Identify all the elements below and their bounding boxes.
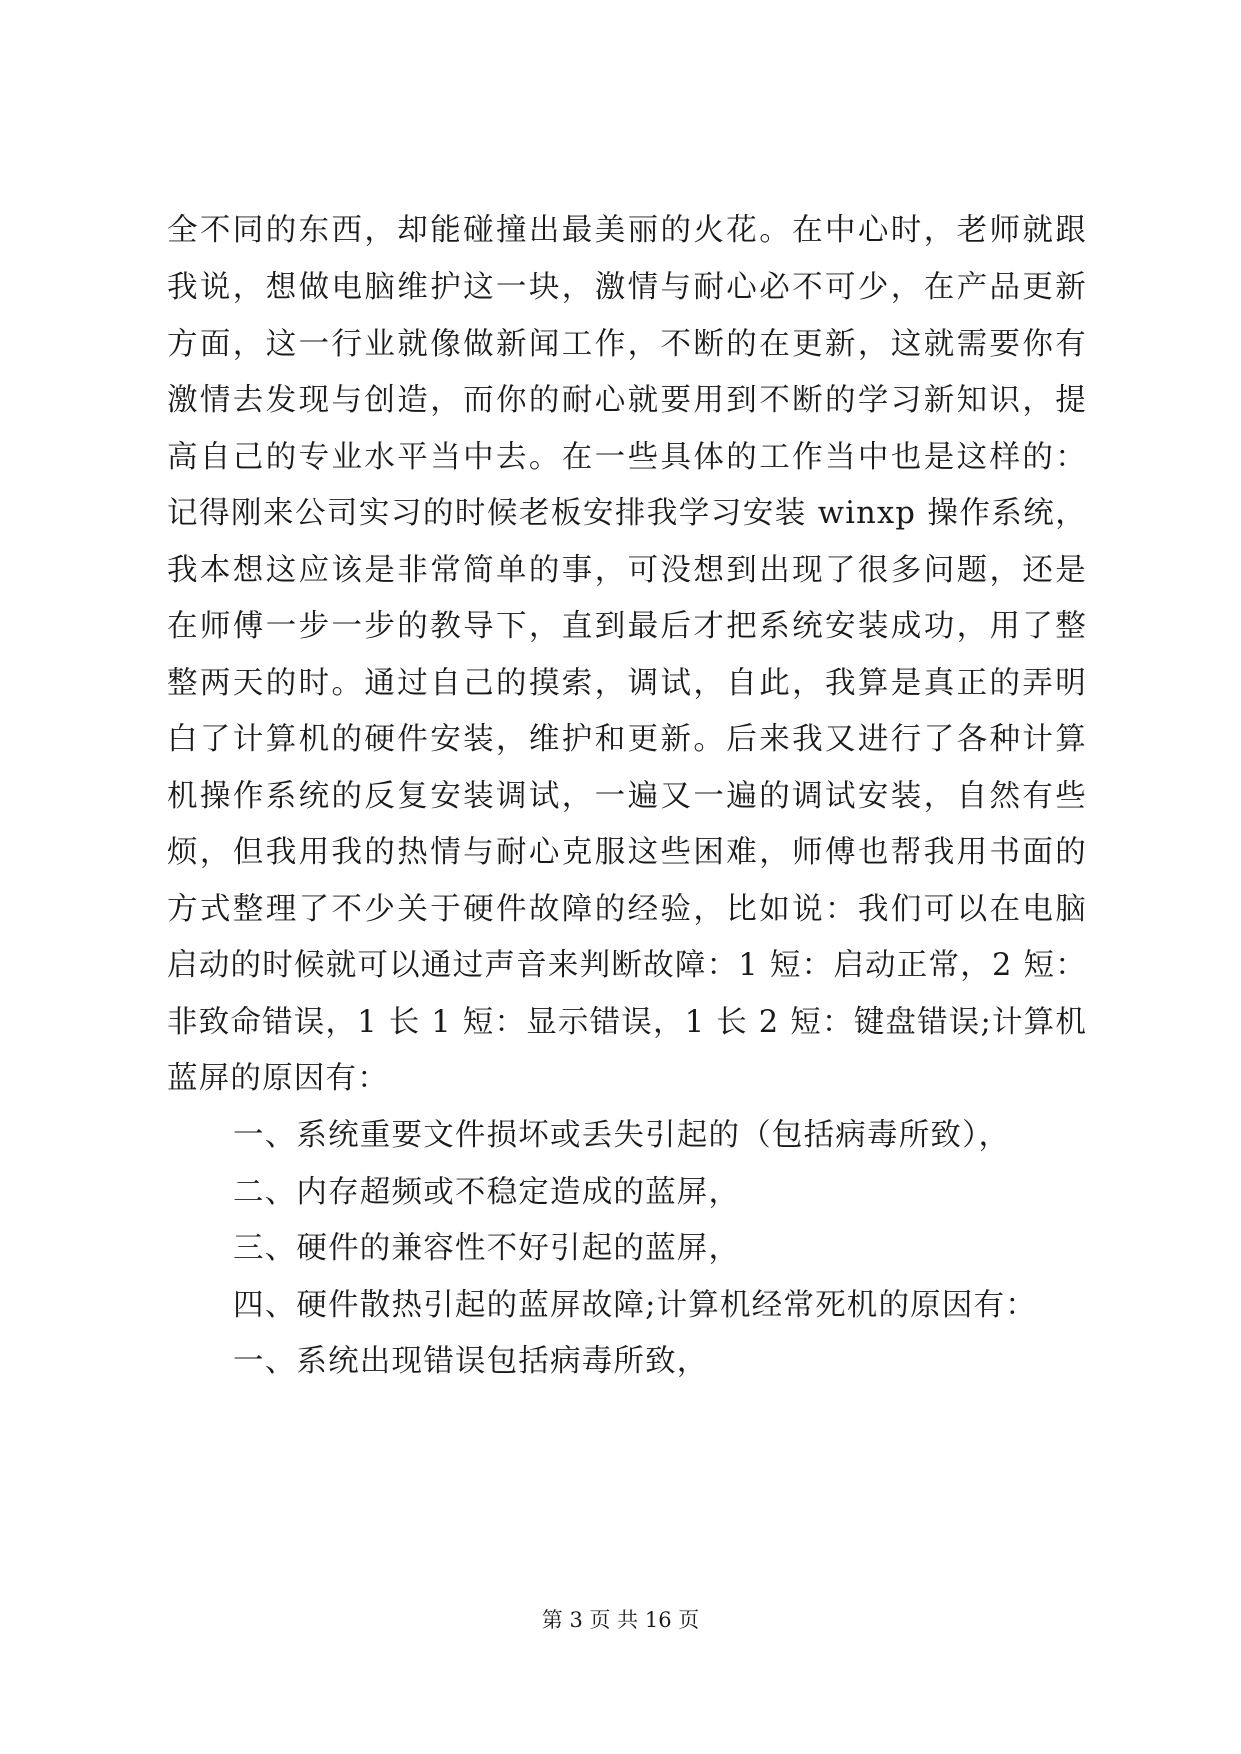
paragraph-line: 机操作系统的反复安装调试，一遍又一遍的调试安装，自然有些 xyxy=(167,779,1087,814)
paragraph-line: 在师傅一步一步的教导下，直到最后才把系统安装成功，用了整 xyxy=(167,609,1087,644)
paragraph-line: 方式整理了不少关于硬件故障的经验，比如说：我们可以在电脑 xyxy=(167,892,1087,927)
paragraph-line: 启动的时候就可以通过声音来判断故障：1 短：启动正常，2 短： xyxy=(167,948,1087,983)
page-number: 第 3 页 共 16 页 xyxy=(541,1608,700,1632)
paragraph-line: 烦，但我用我的热情与耐心克服这些困难，师傅也帮我用书面的 xyxy=(167,835,1087,870)
paragraph-line: 白了计算机的硬件安装，维护和更新。后来我又进行了各种计算 xyxy=(167,722,1087,757)
paragraph-line: 蓝屏的原因有： xyxy=(167,1061,389,1096)
paragraph-line: 记得刚来公司实习的时候老板安排我学习安装 winxp 操作系统， xyxy=(167,496,1087,531)
paragraph-line: 非致命错误，1 长 1 短：显示错误，1 长 2 短：键盘错误;计算机 xyxy=(167,1005,1088,1040)
paragraph-line: 全不同的东西，却能碰撞出最美丽的火花。在中心时，老师就跟 xyxy=(167,213,1087,248)
paragraph-line: 我说，想做电脑维护这一块，激情与耐心必不可少，在产品更新 xyxy=(167,270,1087,305)
paragraph-line: 方面，这一行业就像做新闻工作，不断的在更新，这就需要你有 xyxy=(167,327,1087,362)
paragraph-line: 激情去发现与创造，而你的耐心就要用到不断的学习新知识，提 xyxy=(167,383,1087,418)
list-item: 三、硬件的兼容性不好引起的蓝屏， xyxy=(233,1231,741,1266)
list-item: 四、硬件散热引起的蓝屏故障;计算机经常死机的原因有： xyxy=(233,1288,1037,1323)
list-item: 一、系统重要文件损坏或丢失引起的（包括病毒所致）， xyxy=(233,1118,1011,1153)
paragraph-line: 我本想这应该是非常简单的事，可没想到出现了很多问题，还是 xyxy=(167,553,1087,588)
paragraph-line: 整两天的时。通过自己的摸索，调试，自此，我算是真正的弄明 xyxy=(167,666,1087,701)
list-item: 一、系统出现错误包括病毒所致， xyxy=(233,1344,709,1379)
list-item: 二、内存超频或不稳定造成的蓝屏， xyxy=(233,1175,741,1210)
paragraph-line: 高自己的专业水平当中去。在一些具体的工作当中也是这样的： xyxy=(167,440,1087,475)
